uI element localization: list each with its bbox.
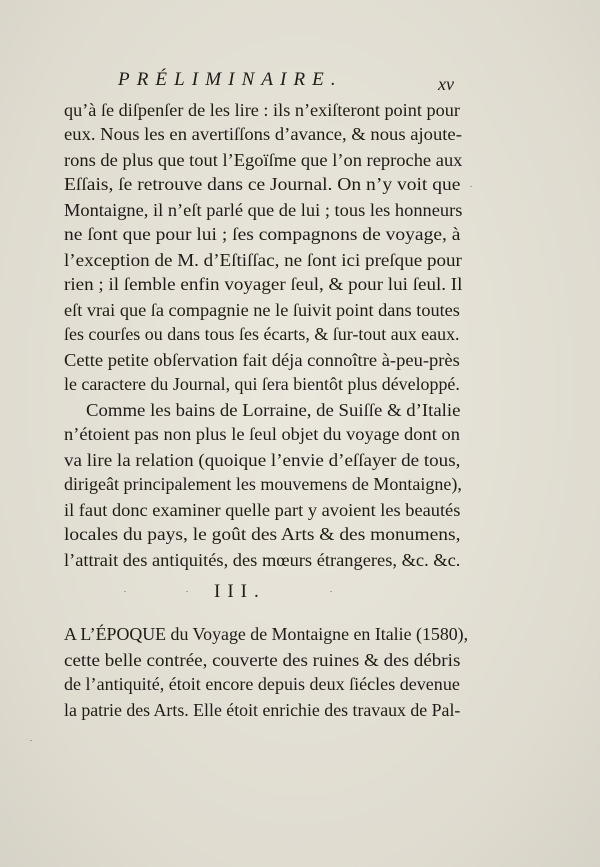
text-line: cette belle contrée, couverte des ruines & des débris xyxy=(64,650,461,670)
paper-fleck xyxy=(330,591,332,592)
text-line: il faut donc examiner quelle part y avoient les beautés xyxy=(64,500,461,520)
text-line: qu’à ſe diſpenſer de les lire : ils n’exiſteront point pour xyxy=(64,100,460,120)
text-line: rons de plus que tout l’Egoïſme que l’on reproche aux xyxy=(64,150,463,170)
paper-fleck xyxy=(186,591,188,592)
paper-fleck xyxy=(30,740,32,741)
text-line: l’attrait des antiquités, des mœurs étrangeres, &c. &c. xyxy=(64,550,461,570)
text-line: Eſſais, ſe retrouve dans ce Journal. On n’y voit que xyxy=(64,174,461,194)
text-line: eux. Nous les en avertiſſons d’avance, & nous ajoute- xyxy=(64,124,462,144)
text-line: dirigeât principalement les mouvemens de Montaigne), xyxy=(64,474,462,494)
text-line: l’exception de M. d’Eſtiſſac, ne ſont ici preſque pour xyxy=(64,250,462,270)
text-line: le caractere du Journal, qui ſera bientôt plus développé. xyxy=(64,374,460,394)
text-line: A L’ÉPOQUE du Voyage de Montaigne en Italie (1580), xyxy=(64,624,469,644)
text-line: eſt vrai que ſa compagnie ne le ſuivit point dans toutes xyxy=(64,300,460,320)
text-line: va lire la relation (quoique l’envie d’eſſayer de tous, xyxy=(64,450,461,470)
text-line: ne ſont que pour lui ; ſes compagnons de voyage, à xyxy=(64,224,461,244)
text-line: de l’antiquité, étoit encore depuis deux ſiécles devenue xyxy=(64,674,460,694)
text-line: Montaigne, il n’eſt parlé que de lui ; tous les honneurs xyxy=(64,200,463,220)
running-title: PRÉLIMINAIRE. xyxy=(118,69,343,90)
text-line: Comme les bains de Lorraine, de Suiſſe & d’Italie xyxy=(86,400,461,420)
text-line: locales du pays, le goût des Arts & des monumens, xyxy=(64,524,461,544)
text-line: n’étoient pas non plus le ſeul objet du voyage dont on xyxy=(64,424,460,444)
paper-fleck xyxy=(470,186,472,187)
page-number: xv xyxy=(438,74,454,94)
text-line: Cette petite obſervation fait déja connoître à-peu-près xyxy=(64,350,460,370)
page-header xyxy=(0,68,600,92)
text-line: la patrie des Arts. Elle étoit enrichie des travaux de Pal- xyxy=(64,700,461,720)
text-line: ſes courſes ou dans tous ſes écarts, & ſur-tout aux eaux. xyxy=(64,324,460,344)
text-line: rien ; il ſemble enfin voyager ſeul, & pour lui ſeul. Il xyxy=(64,274,463,294)
paper-fleck xyxy=(124,591,126,592)
section-number: III. xyxy=(214,581,266,602)
